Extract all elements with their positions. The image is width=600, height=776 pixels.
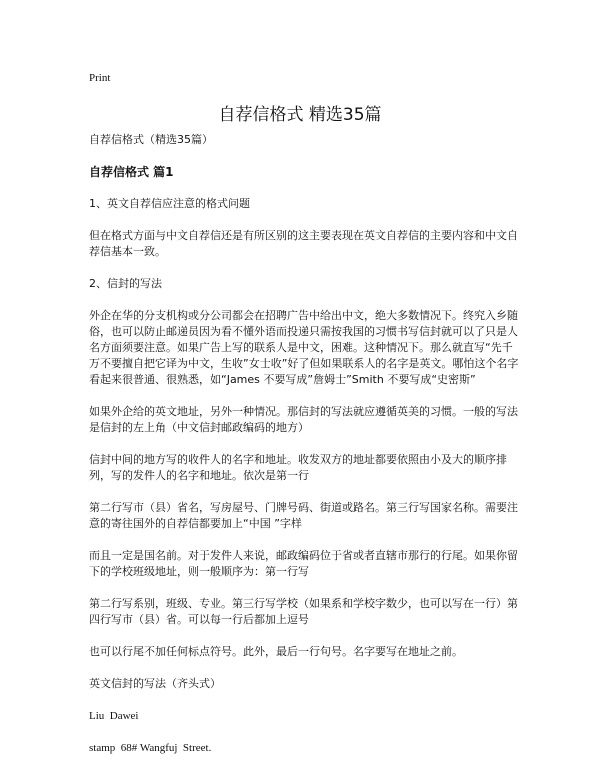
paragraph-second-line: 第二行写市（县）省名，写房屋号、门牌号码、街道或路名。第三行写国家名称。需要注意的寄往国外的自荐信都要加上“中国 ”字样 — [89, 501, 518, 530]
paragraph-department-line: 第二行写系别，班级、专业。第三行写学校（如果系和学校字数少，也可以写在一行）第四行写市（县）省。可以每一行后都加上逗号 — [89, 597, 518, 626]
print-link[interactable]: Print — [89, 72, 111, 84]
paragraph-english-address: 如果外企给的英文地址，另外一种情况。那信封的写法就应遵循英美的习惯。一般的写法是信封的左上角（中文信封邮政编码的地方） — [89, 405, 518, 434]
paragraph-sample-street: stamp 68# Wangfuj Street. — [89, 742, 212, 754]
paragraph-envelope-style: 英文信封的写法（齐头式） — [89, 677, 221, 690]
paragraph-format-difference: 但在格式方面与中文自荐信还是有所区别的这主要表现在英文自荐信的主要内容和中文自荐信基本一致。 — [89, 229, 518, 258]
section-heading: 自荐信格式 篇1 — [89, 165, 174, 179]
subtitle-paragraph: 自荐信格式（精选35篇） — [89, 133, 213, 146]
paragraph-sample-name: Liu Dawei — [89, 710, 139, 722]
paragraph-format-issues: 1、英文自荐信应注意的格式问题 — [89, 197, 250, 210]
page-title: 自荐信格式 精选35篇 — [218, 105, 382, 125]
paragraph-recipient-address: 信封中间的地方写的收件人的名字和地址。收发双方的地址都要依照由小及大的顺序排列，写的发件人的名字和地址。依次是第一行 — [89, 453, 507, 482]
paragraph-country-name: 而且一定是国名前。对于发件人来说，邮政编码位于省或者直辖市那行的行尾。如果你留下的学校班级地址，则一般顺序为：第一行写 — [89, 549, 518, 578]
document-body — [89, 132, 521, 772]
paragraph-envelope-heading: 2、信封的写法 — [89, 277, 162, 290]
paragraph-punctuation: 也可以行尾不加任何标点符号。此外，最后一行句号。名字要写在地址之前。 — [89, 645, 463, 658]
paragraph-foreign-companies: 外企在华的分支机构或分公司都会在招聘广告中给出中文，绝大多数情况下。终究入乡随俗，也可以防止邮递员因为看不懂外语而投递只需按我国的习惯书写信封就可以了只是人名方面须要注意。如果广告上写的联系人是中文，困难。这种情况下。那么就直写“先千万不要擅自把它译为中文，生收”女士收”好了但如果联系人的名字是英文。哪怕这个名字看起来很普通、很熟悉，如“James 不要写成”詹姆士”Smith 不要写成“史密斯” — [89, 309, 519, 386]
